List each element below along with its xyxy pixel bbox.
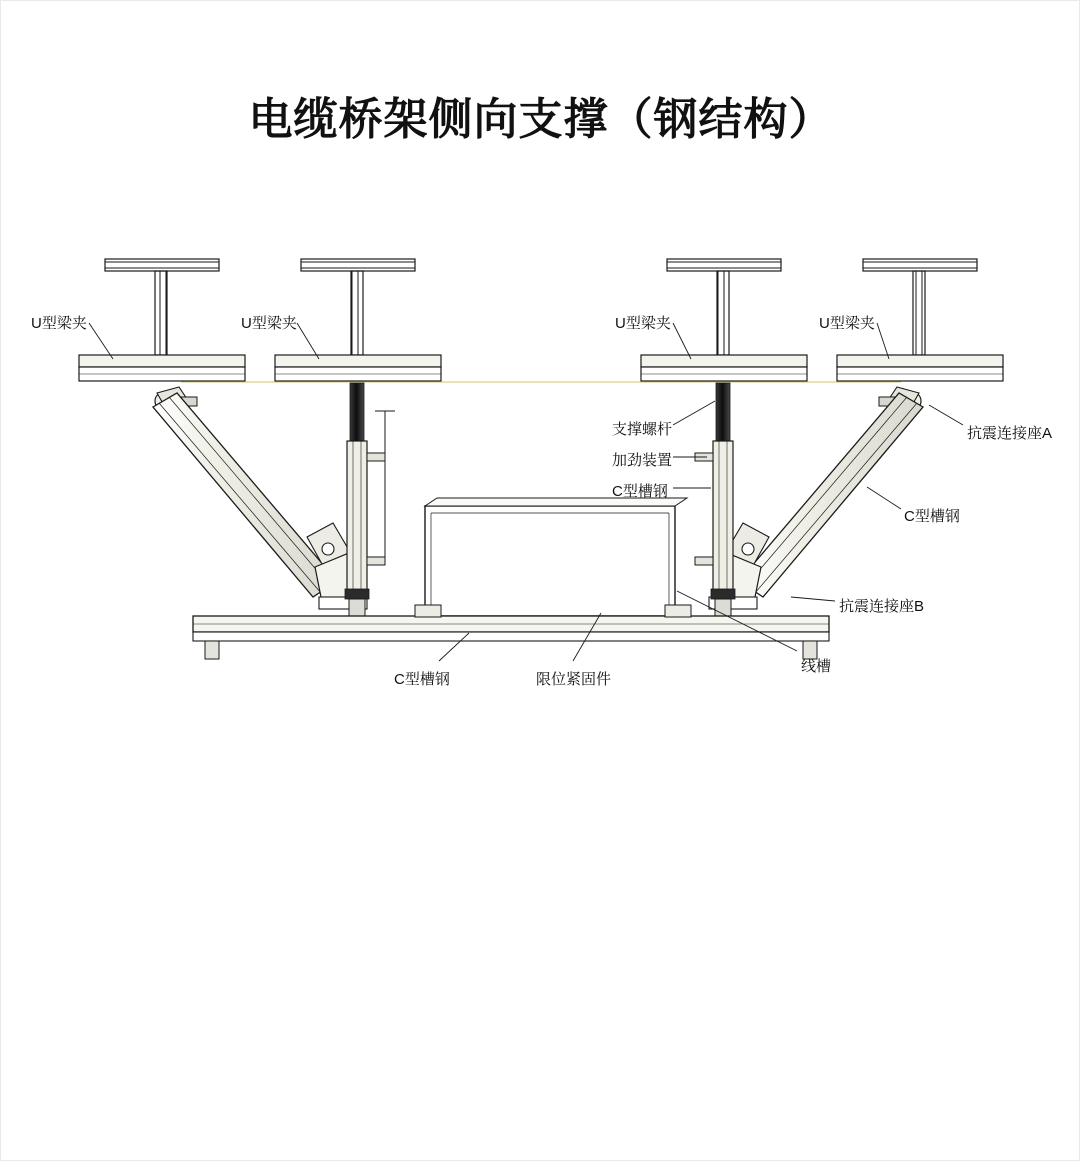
label-u-clamp-1: U型梁夹 bbox=[31, 315, 87, 332]
label-support-rod: 支撑螺杆 bbox=[612, 421, 673, 438]
beam-assembly-2 bbox=[275, 259, 441, 381]
label-u-clamp-2: U型梁夹 bbox=[241, 315, 297, 332]
beam-assembly-1 bbox=[79, 259, 245, 381]
page-title: 电缆桥架侧向支撑（钢结构） bbox=[248, 95, 834, 144]
label-seismic-base-a: 抗震连接座A bbox=[967, 425, 1053, 442]
label-seismic-base-b: 抗震连接座B bbox=[839, 598, 925, 615]
label-damper-device: 加劲装置 bbox=[612, 452, 673, 469]
brace-right bbox=[709, 387, 963, 609]
label-c-channel-mid: C型槽钢 bbox=[612, 483, 668, 500]
label-limit-fastener: 限位紧固件 bbox=[536, 671, 612, 688]
label-u-clamp-4: U型梁夹 bbox=[819, 315, 875, 332]
label-cable-trough: 线槽 bbox=[801, 658, 832, 675]
label-c-channel-bottom: C型槽钢 bbox=[394, 671, 450, 688]
label-c-channel-right: C型槽钢 bbox=[904, 508, 960, 525]
label-u-clamp-3: U型梁夹 bbox=[615, 315, 671, 332]
technical-drawing bbox=[1, 1, 1080, 1162]
hanger-left bbox=[345, 383, 395, 617]
brace-left bbox=[153, 387, 367, 609]
